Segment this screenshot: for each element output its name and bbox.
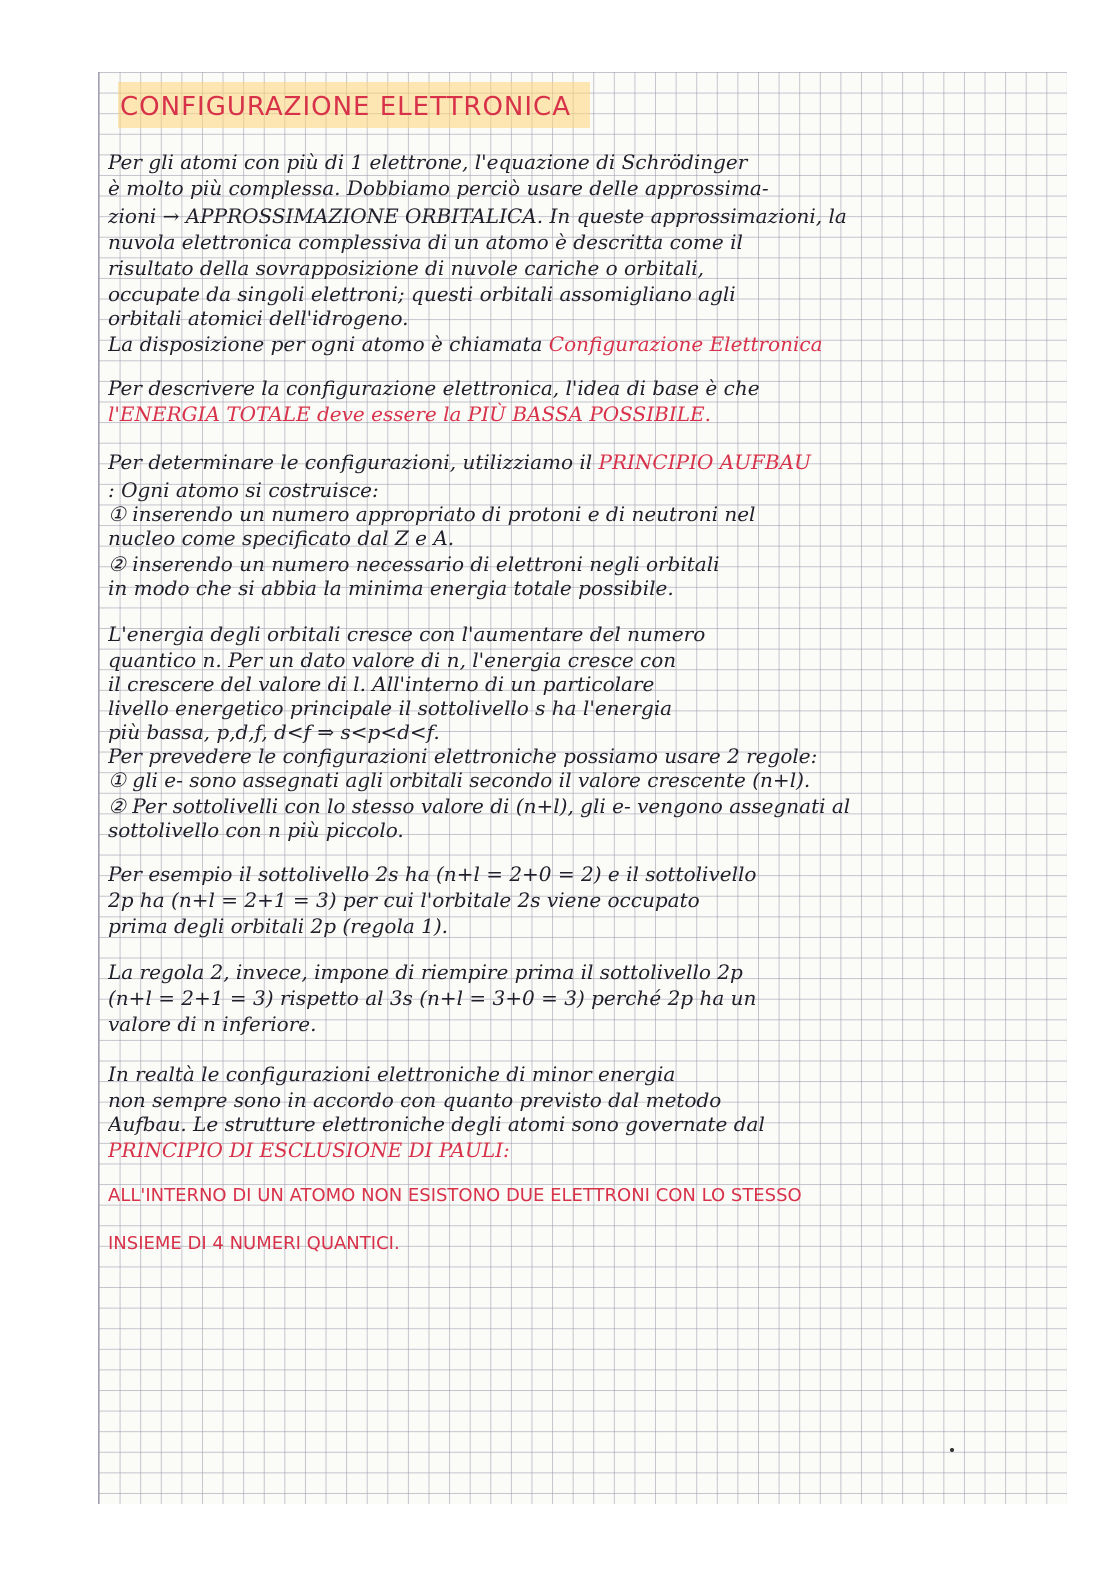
pauli-statement-line-1: ALL'INTERNO DI UN ATOMO NON ESISTONO DUE ELETTRONI CON LO STESSO: [108, 1185, 802, 1206]
text-line: sottolivello con n più piccolo.: [108, 818, 404, 842]
aufbau-principle-label: PRINCIPIO AUFBAU: [598, 450, 811, 474]
pauli-statement-line-2: INSIEME DI 4 NUMERI QUANTICI.: [108, 1233, 400, 1254]
ink-dot: [950, 1448, 954, 1452]
text-line: orbitali atomici dell'idrogeno.: [108, 306, 409, 330]
config-sentence: La disposizione per ogni atomo è chiamata: [108, 332, 543, 356]
text-line: Per esempio il sottolivello 2s ha (n+l = 2+0 = 2) e il sottolivello: [108, 862, 757, 886]
config-highlight: Configurazione Elettronica: [548, 332, 823, 356]
text-line: Per gli atomi con più di 1 elettrone, l'equazione di Schrödinger: [108, 150, 748, 174]
text-line: In realtà le configurazioni elettroniche di minor energia: [108, 1062, 676, 1086]
text-line: risultato della sovrapposizione di nuvole cariche o orbitali,: [108, 256, 704, 280]
aufbau-intro: Per determinare le configurazioni, utilizziamo il: [108, 450, 593, 474]
text-line: Aufbau. Le strutture elettroniche degli atomi sono governate dal: [108, 1112, 765, 1136]
pauli-heading: PRINCIPIO DI ESCLUSIONE DI PAULI:: [108, 1138, 510, 1162]
text-line: : Ogni atomo si costruisce:: [108, 478, 379, 502]
text-line: il crescere del valore di l. All'interno di un particolare: [108, 672, 655, 696]
text-line: Per descrivere la configurazione elettronica, l'idea di base è che: [108, 376, 760, 400]
text-line: quantico n. Per un dato valore di n, l'energia cresce con: [108, 648, 677, 672]
text-line: ② Per sottolivelli con lo stesso valore di (n+l), gli e- vengono assegnati al: [108, 794, 851, 818]
text-line: (n+l = 2+1 = 3) rispetto al 3s (n+l = 3+0 = 3) perché 2p ha un: [108, 986, 757, 1010]
text-line: occupate da singoli elettroni; questi orbitali assomigliano agli: [108, 282, 736, 306]
text-line: nuvola elettronica complessiva di un atomo è descritta come il: [108, 230, 743, 254]
text-line: [108, 332, 1058, 356]
text-line: La regola 2, invece, impone di riempire prima il sottolivello 2p: [108, 960, 743, 984]
text-line: non sempre sono in accordo con quanto previsto dal metodo: [108, 1088, 722, 1112]
text-line: ① inserendo un numero appropriato di protoni e di neutroni nel: [108, 502, 756, 526]
text-line: livello energetico principale il sottolivello s ha l'energia: [108, 696, 673, 720]
text-line: 2p ha (n+l = 2+1 = 3) per cui l'orbitale 2s viene occupato: [108, 888, 700, 912]
text-line: [108, 450, 1058, 474]
text-line: L'energia degli orbitali cresce con l'aumentare del numero: [108, 622, 706, 646]
text-line: Per prevedere le configurazioni elettroniche possiamo usare 2 regole:: [108, 744, 818, 768]
energy-rule-highlight: l'ENERGIA TOTALE deve essere la PIÙ BASSA POSSIBILE.: [108, 402, 711, 426]
text-line: ① gli e- sono assegnati agli orbitali secondo il valore crescente (n+l).: [108, 768, 811, 792]
text-line: valore di n inferiore.: [108, 1012, 317, 1036]
text-line: più bassa, p,d,f, d<f ⇒ s<p<d<f.: [108, 720, 440, 744]
text-line: in modo che si abbia la minima energia totale possibile.: [108, 576, 674, 600]
page-title: CONFIGURAZIONE ELETTRONICA: [120, 92, 571, 122]
text-line: prima degli orbitali 2p (regola 1).: [108, 914, 448, 938]
text-line: è molto più complessa. Dobbiamo perciò usare delle approssima-: [108, 176, 769, 200]
text-line: zioni → APPROSSIMAZIONE ORBITALICA. In queste approssimazioni, la: [108, 204, 847, 228]
text-line: nucleo come specificato dal Z e A.: [108, 526, 455, 550]
text-line: ② inserendo un numero necessario di elettroni negli orbitali: [108, 552, 720, 576]
